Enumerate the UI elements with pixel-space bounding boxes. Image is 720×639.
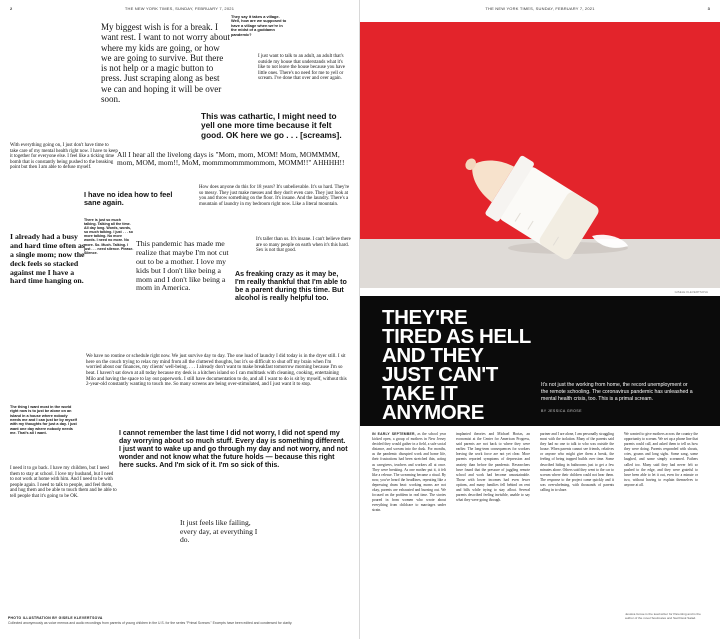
column-text: as the school year kicked open, a group of mothers in New Jersey decided they would gather in a field, a safe social distance, and scream into the dusk. For months, as the pandemic disrupted work and home life, their frustrations had been stretched thin, acting as caregivers, teachers and workers all at once. They were breaking. As one mother put it, it felt like a release. The screaming became a ritual. By now, you've heard the headlines, repeating like a depressing drum beat: working moms are not okay, parents are exhausted and burning out. We focused on the problem in real time. The stories poured in from women who wrote about everything from childcare to marriages under strain. [372,432,446,513]
dek: It's not just the working from home, the record unemployment or the remote schooling. The coronavirus pandemic has unleashed a mental health crisis, too. This is a primal scream. [541,382,693,403]
photo-credit-heading: PHOTO ILLUSTRATION BY GISELE KLEVERTSOVA [8,616,103,620]
author-note: Jessica Grose is the lead writer for Parenting and is the author of the novel Soulmates and Sad Desk Salad. [625,612,701,621]
quote-18-years: How does anyone do this for 18 years? It's unbelievable. It's so hard. They're so messy. They just make messes and they don't even care. They just look at you and throw something on the floor. It's insane. And the laundry. There's a mountain of laundry in my bedroom right now. Like a literal mountain. [199,185,350,207]
quote-feels-like-failing: It just feels like failing, every day, at everything I do. [180,518,258,545]
quote-taller-than-us: It's taller than us. It's insane. I can't believe there are so many people on earth when it's this hard. Sex is not that good. [256,237,351,254]
quote-village: They say it takes a village. Well, how are we supposed to have a village when we're in the midst of a goddamn pandemic? [231,14,287,37]
column-text: We wanted to give mothers across the country the opportunity to scream. We set up a phone line that parents could call, and asked them to tell us how they were doing. Parents responded with shouts, cries, groans and long sighs. Some sang, some laughed, and some simply screamed. Fathers called too. Many said they had never felt so pushed to the edge, and they were grateful to have been able to let it out, even for a minute or two, without having to explain themselves to anyone at all. [624,432,698,487]
article-column-1 [372,432,446,632]
quote-cathartic: This was cathartic, I might need to yell one more time because it felt good. OK here we go . . . [screams]. [201,111,342,140]
quote-feel-sane: I have no idea how to feel sane again. [84,190,173,208]
photo-credit-block [8,616,348,625]
article-column-3 [540,432,614,632]
quote-cannot-remember: I cannot remember the last time I did not worry, I did not spend my day worrying about so much stuff. Every day is something different. I just want to wake up and go through my day and not worry, and not wonder and not know what the future holds — because this right here sucks. And I'm sick of it. I'm so sick of this. [119,430,348,469]
quote-no-routine: We have no routine or schedule right now. We just survive day to day. The one load of laundry I did today is in the dryer still. I sit here on the couch trying to relax my mind from all the cluttered thoughts, but it's so difficult to shut off my brain when I'm worried about our finances, my clients' well-being. . . . I already don't want to make breakfast tomorrow morning because I'm so beat. I haven't sat down at all today because my desk is a kitchen island so I can multitask with cleaning, cooking, entertaining Milo and having the space to lay out paperwork. I still have documentation to do, and all I want to do is sit by myself, without this 2-year-old constantly wanting to touch me. So many screens are being over-stimulated, and I just want it to stop. [86,354,347,388]
page-header [10,6,349,14]
right-page [360,0,720,639]
quote-so-much-talking: There is just so much talking. Talking all the time. All day long. Words, words, so much talking. I just . . . so more talking. No more words. I need no more. No more. So. Much. Talking. I just . . . need silence. Please. Silence. [84,218,134,255]
article-column-4 [624,432,698,608]
column-text: implanted theories and Michael Hortas, an economist at the Center for American Progress, said parents are not back to where they were earlier. The long-term consequences for workers leaving the work force are not yet clear. More parents reported symptoms of depression and anxiety than before the pandemic. Researchers have found that the pressure of juggling remote school and work had become unsustainable. Those with lower incomes had even fewer options, and many families fell behind on rent and bills while trying to stay afloat. Several parents described feeling invisible, unable to say what they were going through. [456,432,530,503]
quote-alone-island: The thing I want most in the world right now is to just be alone on an island in a house where nobody needs me and I can just be by myself with my thoughts for just a day. I just want one day where nobody needs me. That's all I want. [10,405,77,435]
page-number: 2 [10,6,13,11]
quote-biggest-wish: My biggest wish is for a break. I want rest. I want to not worry about where my kids are going, or how we are going to survive. But there is not help or a magic button to press. Just scraping along as best we can and hoping it will be over soon. [101,22,230,104]
quote-talk-to-adult: I just want to talk to an adult, an adult that's outside my house that understands what it's like to not leave the house because you have little ones. There's no need for me to yell or scream. I've done that over and over again. [258,54,345,82]
quote-time-bomb: With everything going on, I just don't have time to take care of my mental health right now. I have to keep it together for everyone else. I feel like a ticking time bomb that is constantly being pushed to the breaking point but then I am able to defuse myself. [10,143,118,171]
headline-block [360,296,720,426]
baby-bottle-image [360,0,720,288]
quote-alcohol: As freaking crazy as it may be, I'm really thankful that I'm able to be a parent during this time. But alcohol is really helpful too. [235,270,347,303]
photo-credit-text: Collected anonymously as voice memos and audio recordings from parents of young children in the U.S. for the series "Primal Scream." Excerpts have been edited and condensed for clarity. [8,620,293,625]
quote-single-mom: I already had a busy and hard time often as a single mom; now the deck feels so stacked against me I have a hard time hanging on. [10,232,85,286]
quote-go-back: I need it to go back. I have my children, but I need them to stay at school. I love my husband, but I need to not work at home with him. And I need to be with people again. I need to talk to people, and feel them, and hug them and be able to touch them and be able to tell people that it's going to be OK. [10,466,117,499]
quote-not-cut-out: This pandemic has made me realize that maybe I'm not cut out to be a mother. I love my kids but I don't like being a mom and I don't like being a mom in America. [136,239,229,293]
running-header: THE NEW YORK TIMES, SUNDAY, FEBRUARY 7, 2021 [485,6,595,11]
headline: THEY'RE TIRED AS HELL AND THEY JUST CAN'T TAKE IT ANYMORE [382,306,531,424]
photo-credit: GISELE KLEVERTSOVA [674,290,708,294]
running-header: THE NEW YORK TIMES, SUNDAY, FEBRUARY 7, 2021 [124,6,235,11]
lead-in: IN EARLY SEPTEMBER, [372,432,416,436]
column-text: partner and I are alone, I am personally struggling most with the isolation. Many of the parents said they had no one to talk to who was outside the house. When parents cannot see friends, relatives or anyone who might give them a break, the feeling of being trapped builds over time. Some described hiding in bathrooms just to get a few minutes alone. Others said they went to the car to scream where their children could not hear them. The response to the project came quickly and it was overwhelming, with thousands of parents calling in to share. [540,432,614,493]
byline: BY JESSICA GROSE [541,409,582,413]
page-number: 3 [707,6,710,11]
quote-mom-mom: All I hear all the livelong days is "Mom, mom, MOM! Mom, MOMMMM, mom, MOM, mom!!, MoM, mommmommmommom, MOMM!!" AHHHH!! [117,150,345,168]
article-column-2 [456,432,530,632]
